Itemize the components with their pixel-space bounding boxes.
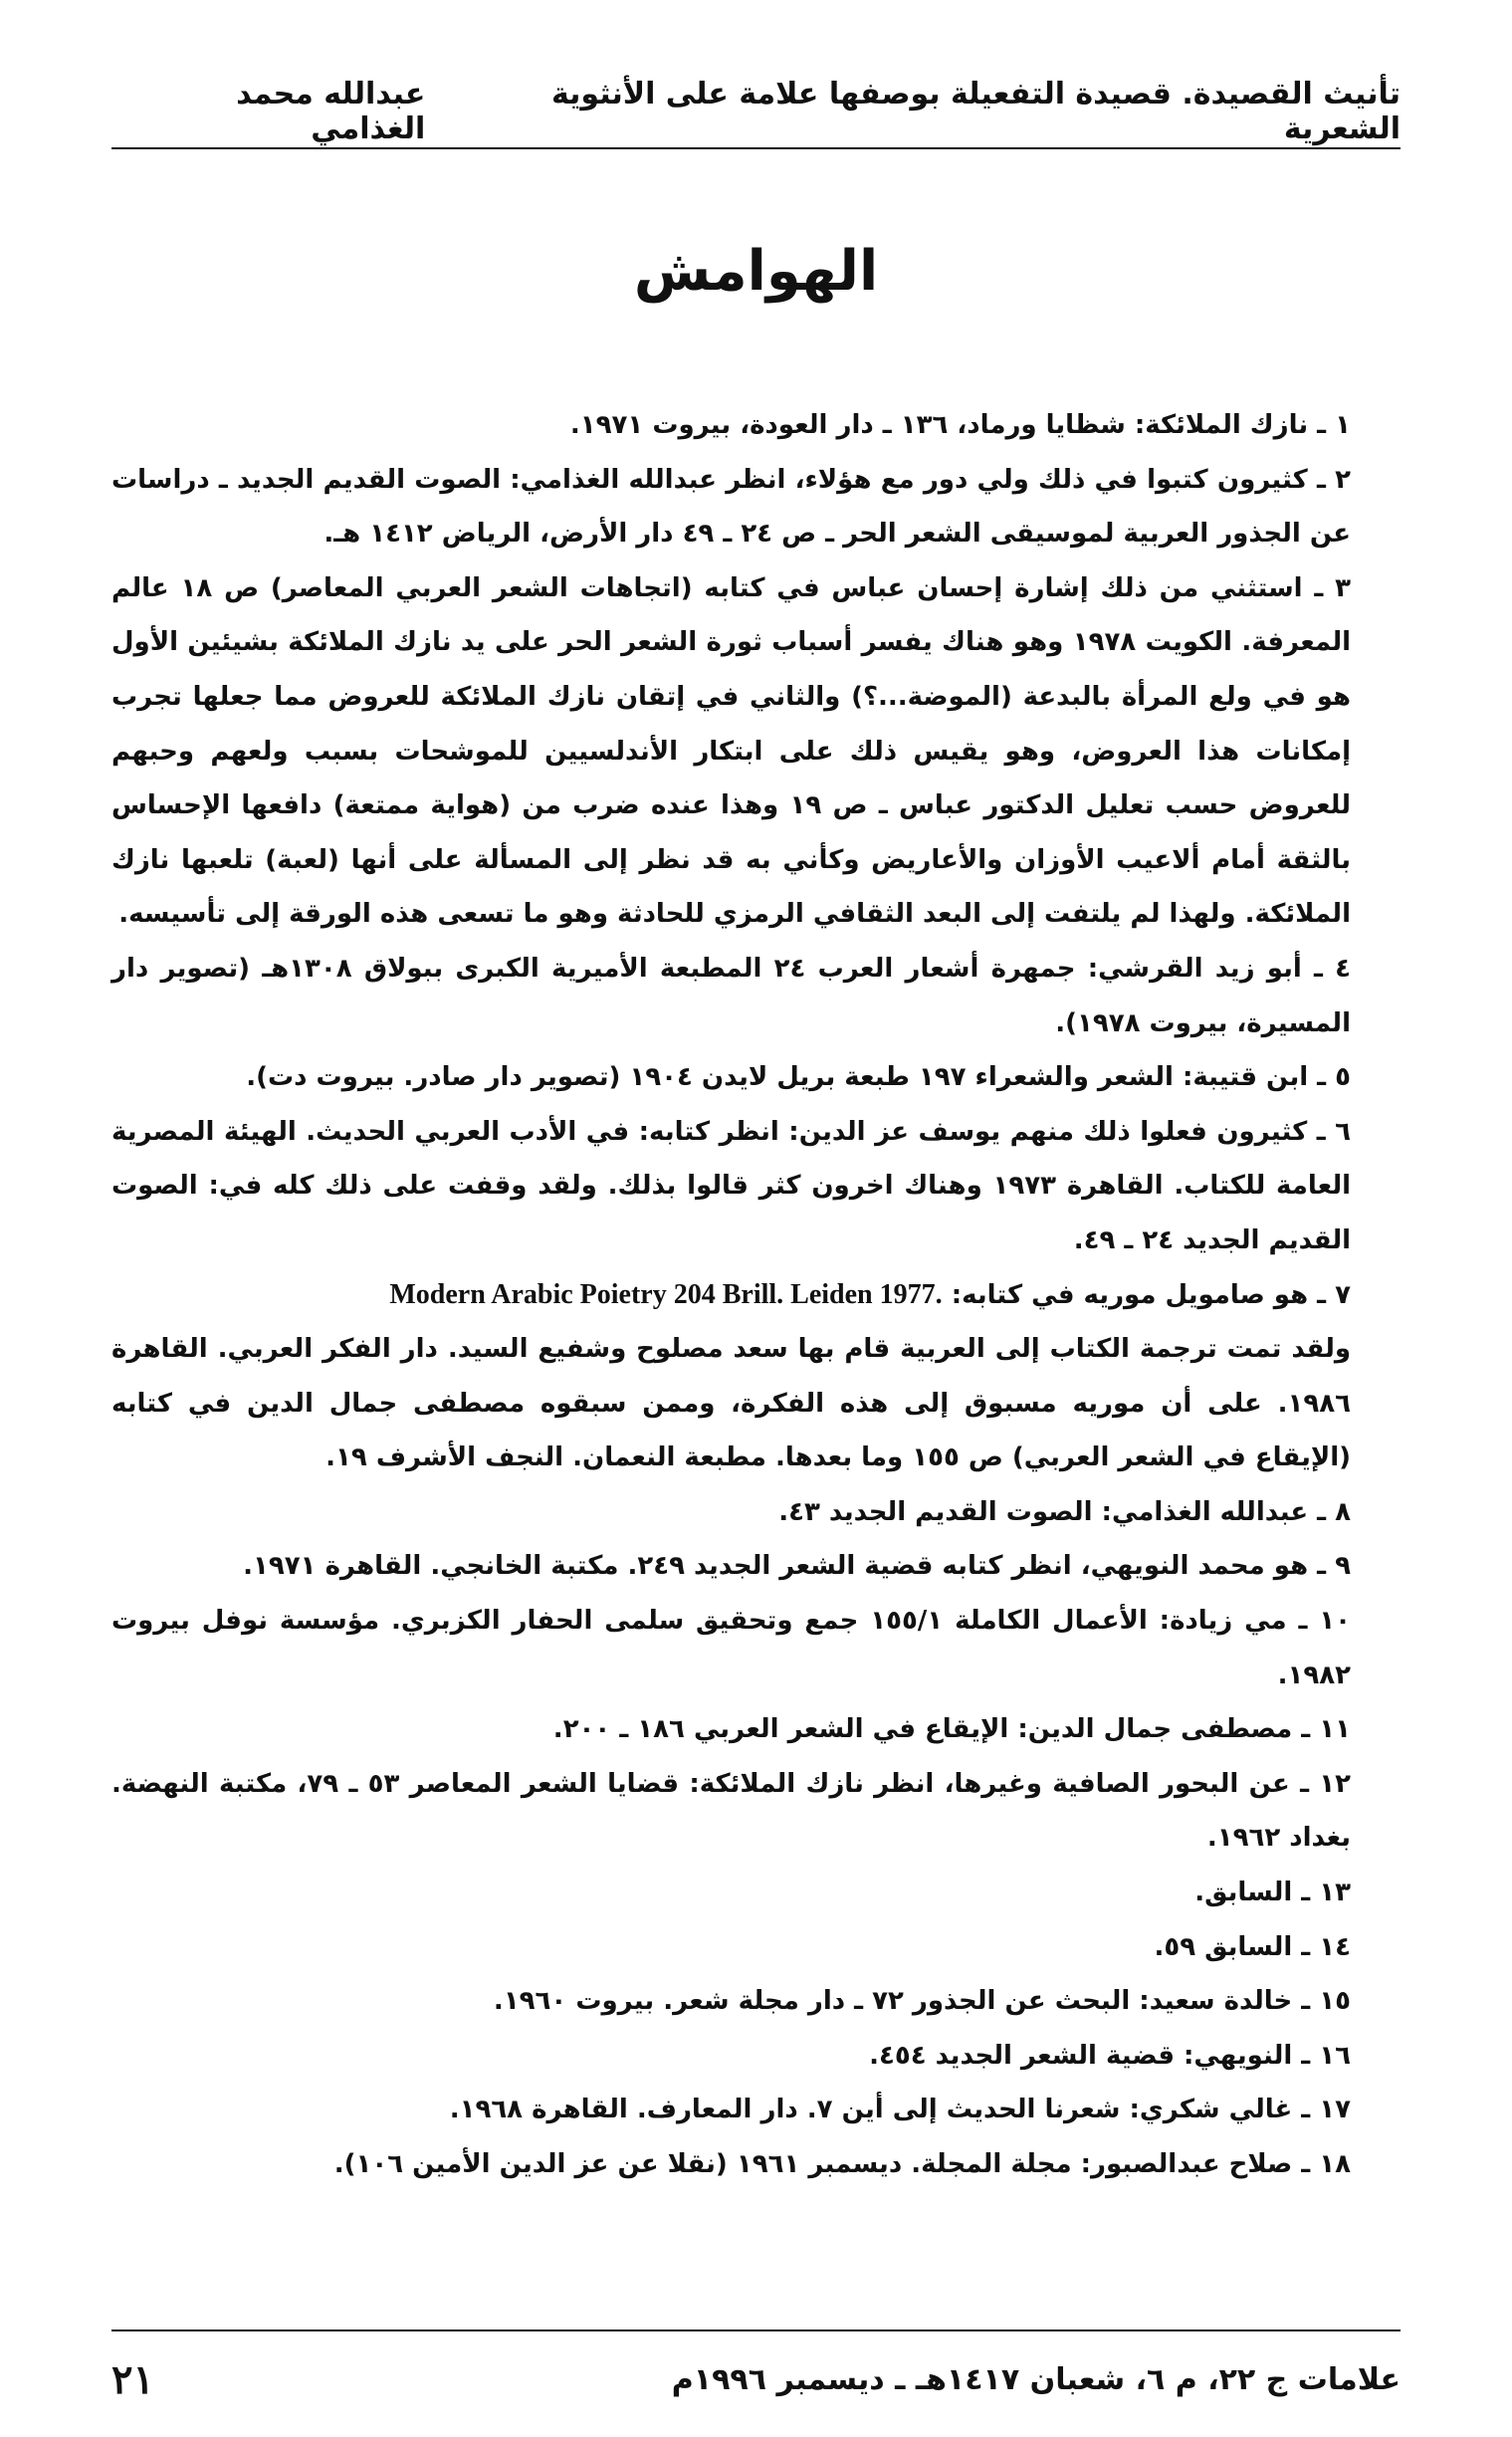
footer-rule	[111, 2329, 1401, 2331]
footnote-13: ١٣ ـ السابق.	[1194, 1878, 1351, 1908]
footnote-17: ١٧ ـ غالي شكري: شعرنا الحديث إلى أين ٧. دار المعارف. القاهرة ١٩٦٨.	[449, 2095, 1351, 2125]
footnote-6: ٦ ـ كثيرون فعلوا ذلك منهم يوسف عز الدين: انظر كتابه: في الأدب العربي الحديث. الهيئة المصرية العامة للكتاب. القاهرة ١٩٧٣ وهناك اخرون كثر قالوا بذلك. ولقد وقفت على ذلك كله في: الصوت القديم الجديد ٢٤ ـ ٤٩.	[111, 1116, 1351, 1255]
footnote-5: ٥ ـ ابن قتيبة: الشعر والشعراء ١٩٧ طبعة بريل لايدن ١٩٠٤ (تصوير دار صادر. بيروت دت).	[246, 1062, 1351, 1093]
footnote-12: ١٢ ـ عن البحور الصافية وغيرها، انظر نازك الملائكة: قضايا الشعر المعاصر ٥٣ ـ ٧٩، مكتبة النهضة. بغداد ١٩٦٢.	[111, 1768, 1351, 1854]
footnote-16: ١٦ ـ النويهي: قضية الشعر الجديد ٤٥٤.	[869, 2040, 1351, 2071]
footnote-2: ٢ ـ كثيرون كتبوا في ذلك ولي دور مع هؤلاء، انظر عبدالله الغذامي: الصوت القديم الجديد ـ دراسات عن الجذور العربية لموسيقى الشعر الحر ـ ص ٢٤ ـ ٤٩ دار الأرض، الرياض ١٤١٢ هـ.	[111, 464, 1351, 550]
page-number: ٢١	[111, 2355, 154, 2403]
footer-citation: علامات ج ٢٢، م ٦، شعبان ١٤١٧هـ ـ ديسمبر ١٩٩٦م	[671, 2361, 1401, 2397]
footnote-15: ١٥ ـ خالدة سعيد: البحث عن الجذور ٧٢ ـ دار مجلة شعر. بيروت ١٩٦٠.	[493, 1986, 1351, 2017]
footnote-7-english-title: Modern Arabic Poietry 204 Brill. Leiden 1977.	[389, 1278, 943, 1310]
footnote-14: ١٤ ـ السابق ٥٩.	[1154, 1931, 1351, 1962]
footnotes-list	[111, 398, 1401, 2192]
header-author: عبدالله محمد الغذامي	[236, 77, 426, 146]
header-title: تأنيث القصيدة. قصيدة التفعيلة بوصفها علامة على الأنثوية الشعرية	[550, 77, 1401, 146]
footnote-4: ٤ ـ أبو زيد القرشي: جمهرة أشعار العرب ٢٤ المطبعة الأميرية الكبرى ببولاق ١٣٠٨هـ (تصوير دار المسيرة، بيروت ١٩٧٨).	[111, 953, 1351, 1038]
footnote-3: ٣ ـ استثني من ذلك إشارة إحسان عباس في كتابه (اتجاهات الشعر العربي المعاصر) ص ١٨ عالم المعرفة. الكويت ١٩٧٨ وهو هناك يفسر أسباب ثورة الشعر الحر على يد نازك الملائكة بشيئين الأول هو في ولع المرأة بالبدعة (الموضة...؟) والثاني في إتقان نازك الملائكة للعروض مما جعلها تجرب إمكانات هذا العروض، وهو يقيس ذلك على ابتكار الأندلسيين للموشحات بسبب ولعهم وحبهم للعروض حسب تعليل الدكتور عباس ـ ص ١٩ وهذا عنده ضرب من (هواية ممتعة) دافعها الإحساس بالثقة أمام ألاعيب الأوزان والأعاريض وكأني به قد نظر إلى المسألة على أنها (لعبة) تلعبها نازك الملائكة. ولهذا لم يلتفت إلى البعد الثقافي الرمزي للحادثة وهو ما تسعى هذه الورقة إلى تأسيسه.	[111, 572, 1351, 930]
footnote-7	[111, 1268, 1401, 1323]
footnote-18: ١٨ ـ صلاح عبدالصبور: مجلة المجلة. ديسمبر ١٩٦١ (نقلا عن عز الدين الأمين ١٠٦).	[333, 2149, 1351, 2179]
footnote-9: ٩ ـ هو محمد النويهي، انظر كتابه قضية الشعر الجديد ٢٤٩. مكتبة الخانجي. القاهرة ١٩٧١.	[243, 1551, 1351, 1582]
section-title: الهوامش	[633, 239, 879, 304]
footnote-11: ١١ ـ مصطفى جمال الدين: الإيقاع في الشعر العربي ١٨٦ ـ ٢٠٠.	[552, 1714, 1351, 1745]
running-header	[111, 77, 1401, 146]
footnote-1: ١ ـ نازك الملائكة: شظايا ورماد، ١٣٦ ـ دار العودة، بيروت ١٩٧١.	[569, 410, 1351, 440]
footnote-10: ١٠ ـ مي زيادة: الأعمال الكاملة ١٥٥/١ جمع وتحقيق سلمى الحفار الكزبري. مؤسسة نوفل بيروت ١٩٨٢.	[111, 1606, 1351, 1690]
header-rule	[111, 147, 1401, 149]
footnote-7-continuation: ولقد تمت ترجمة الكتاب إلى العربية قام بها سعد مصلوح وشفيع السيد. دار الفكر العربي. القاهرة ١٩٨٦. على أن موريه مسبوق إلى هذه الفكرة، وممن سبقوه مصطفى جمال الدين في كتابه (الإيقاع في الشعر العربي) ص ١٥٥ وما بعدها. مطبعة النعمان. النجف الأشرف ١٩.	[111, 1334, 1351, 1473]
footer	[111, 2354, 1401, 2404]
footnote-8: ٨ ـ عبدالله الغذامي: الصوت القديم الجديد ٤٣.	[778, 1496, 1351, 1527]
footnote-7-prefix: ٧ ـ هو صامويل موريه في كتابه:	[951, 1279, 1351, 1310]
